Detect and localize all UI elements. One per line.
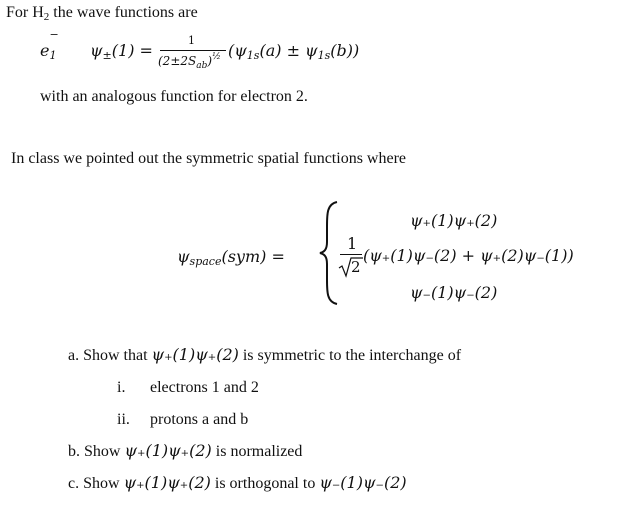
question-c-expr: ψ₊(1)ψ₊(2) [123, 473, 211, 492]
s-ab-subscript: ab [196, 61, 208, 71]
question-a-i-text: electrons 1 and 2 [150, 379, 259, 396]
question-c [68, 473, 407, 494]
question-b-suffix: is normalized [211, 443, 303, 460]
left-brace-icon [318, 200, 340, 306]
eq2-case-3: ψ₋(1)ψ₋(2) [410, 283, 498, 302]
question-c-expr2: ψ₋(1)ψ₋(2) [319, 473, 407, 492]
eq1-rhs [228, 41, 359, 60]
question-a-ii-text: protons a and b [150, 411, 249, 428]
eq2-case2-root: 2 [351, 258, 361, 276]
eq1-lhs-arg: (1) = [111, 41, 153, 60]
eq2-lhs [177, 247, 285, 266]
rhs-mid: (a) ± ψ [259, 41, 318, 60]
question-a-i [117, 378, 125, 398]
analogous-note: with an analogous function for electron 2. [40, 88, 308, 105]
electron-index: 1 [49, 49, 57, 62]
eq2-case-2: (ψ₊(1)ψ₋(2) + ψ₊(2)ψ₋(1)) [363, 246, 574, 265]
question-b [68, 441, 302, 462]
eq2-lhs-arg: (sym) = [221, 247, 285, 266]
question-c-prefix: c. Show [68, 475, 124, 492]
electron-label: e − $_1$ [40, 28, 59, 62]
denominator-close: ) [207, 54, 213, 68]
h2-subscript: 2 [43, 11, 50, 23]
intro-line [6, 3, 198, 23]
question-a-ii-numeral: ii. [117, 411, 130, 428]
intro-text-prefix: For H [6, 4, 44, 21]
question-a-i-numeral: i. [117, 379, 126, 396]
class-note: In class we pointed out the symmetric spatial functions where [11, 150, 407, 167]
question-a-suffix: is symmetric to the interchange of [238, 347, 462, 364]
psi-space-symbol: ψ [177, 247, 190, 266]
question-a-prefix: a. Show that [68, 347, 152, 364]
psi-pm-subscript: ± [102, 49, 112, 62]
rhs-sub-1s-b: 1s [317, 49, 331, 62]
rhs-close: (b)) [330, 41, 360, 60]
question-a-expr: ψ₊(1)ψ₊(2) [151, 345, 239, 364]
question-b-prefix: b. Show [68, 443, 125, 460]
half-exponent: ½ [212, 52, 221, 62]
question-c-mid: is orthogonal to [210, 475, 320, 492]
eq1-denominator [158, 52, 221, 71]
question-b-expr: ψ₊(1)ψ₊(2) [124, 441, 212, 460]
question-a [68, 345, 461, 366]
intro-text-suffix: the wave functions are [49, 4, 198, 21]
eq2-case2-fraction-bar [340, 254, 362, 255]
eq2-case-1: ψ₊(1)ψ₊(2) [410, 211, 498, 230]
eq1-fraction-bar [160, 50, 226, 51]
eq2-case2-numerator: 1 [347, 234, 358, 253]
question-a-ii [117, 410, 130, 430]
denominator-open: (2±2S [158, 54, 197, 68]
psi-symbol: ψ [90, 41, 103, 60]
eq1-lhs [90, 41, 153, 60]
rhs-open: (ψ [228, 41, 247, 60]
rhs-sub-1s-a: 1s [246, 49, 260, 62]
eq1-numerator: 1 [188, 34, 195, 47]
space-subscript: space [189, 255, 222, 268]
electron-symbol: e [40, 41, 50, 60]
